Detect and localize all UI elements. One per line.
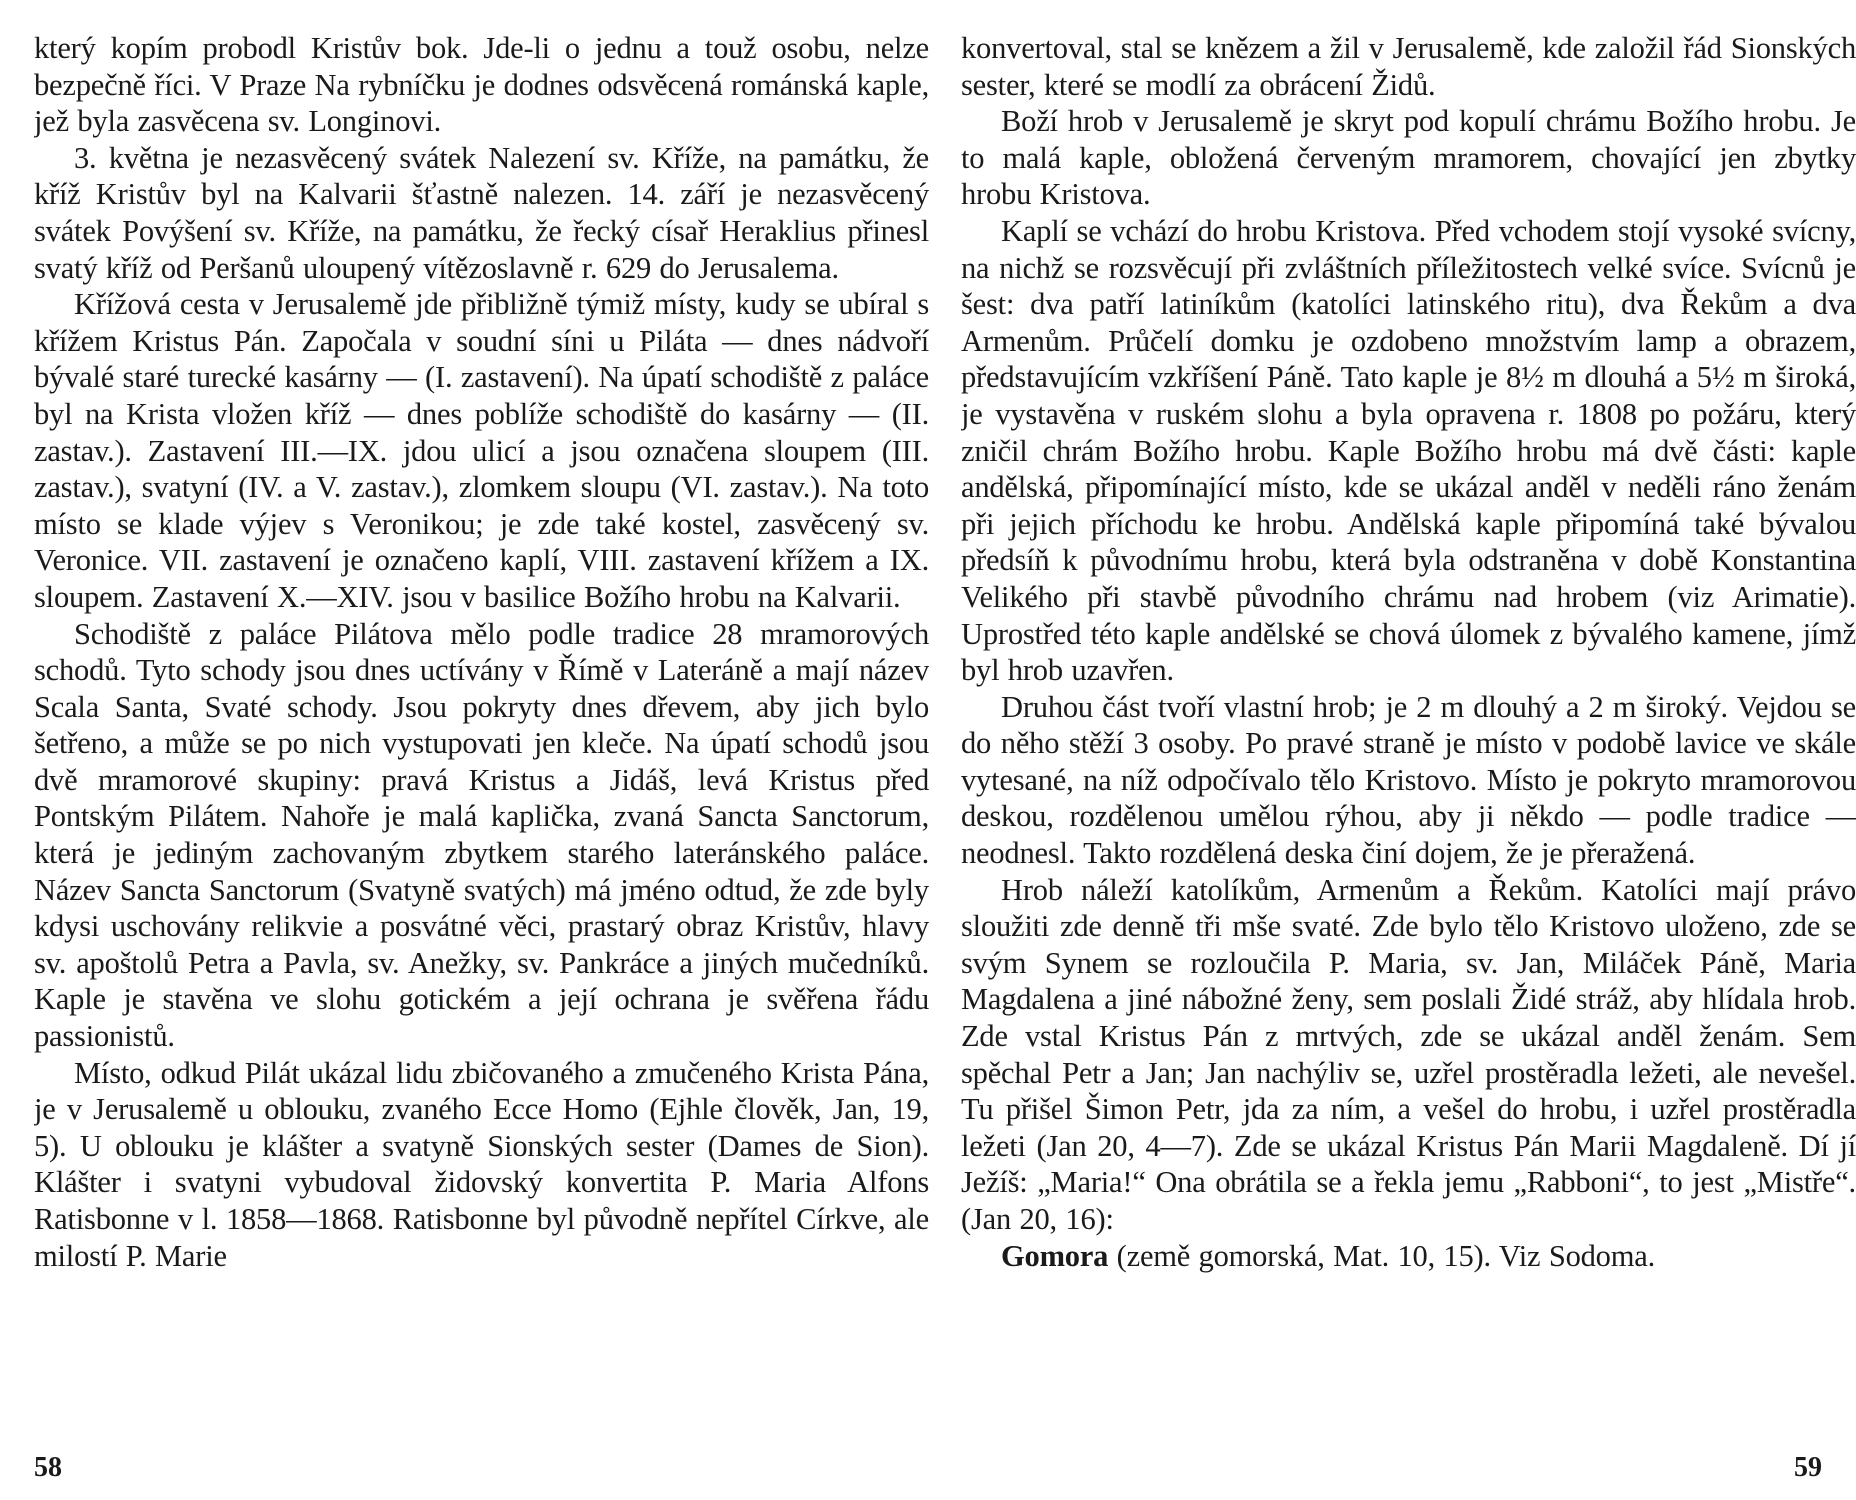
right-page bbox=[961, 30, 1856, 1410]
paragraph: konvertoval, stal se knězem a žil v Jerusalemě, kde založil řád Sionských sester, které se modlí za obrácení Židů. bbox=[961, 31, 1856, 102]
paragraph: Hrob náleží katolíkům, Armenům a Řekům. Katolíci mají právo sloužiti zde denně tři mše svaté. Zde bylo tělo Kristovo uloženo, zde se svým Synem se rozloučila P. Maria, sv. Jan, Miláček Páně, Maria Magdalena a jiné nábožné ženy, sem poslali Židé stráž, aby hlídala hrob. Zde vstal Kristus Pán z mrtvých, zde se ukázal anděl ženám. Sem spěchal Petr a Jan; Jan nachýliv se, uzřel prostěradla ležeti, ale nevešel. Tu přišel Šimon Petr, jda za ním, a vešel do hrobu, i uzřel prostěradla ležeti (Jan 20, 4—7). Zde se ukázal Kristus Pán Marii Magdaleně. Dí jí Ježíš: „Maria!“ Ona obrátila se a řekla jemu „Rabboni“, to jest „Mistře“. (Jan 20, 16): bbox=[961, 872, 1856, 1236]
entry-text: (země gomorská, Mat. 10, 15). Viz Sodoma. bbox=[1108, 1238, 1656, 1273]
paragraph: Křížová cesta v Jerusalemě jde přibližně týmiž místy, kudy se ubíral s křížem Kristus Pán. Započala v soudní síni u Piláta — dnes nádvoří bývalé staré turecké kasárny — (I. zastavení). Na úpatí schodiště z paláce byl na Krista vložen kříž — dnes poblíže schodiště do kasárny — (II. zastav.). Zastavení III.—IX. jdou ulicí a jsou označena sloupem (III. zastav.), svatyní (IV. a V. zastav.), zlomkem sloupu (VI. zastav.). Na toto místo se klade výjev s Veronikou; je zde také kostel, zasvěcený sv. Veronice. VII. zastavení je označeno kaplí, VIII. zastavení křížem a IX. sloupem. Zastavení X.—XIV. jsou v basilice Božího hrobu na Kalvarii. bbox=[34, 287, 929, 614]
paragraph: 3. května je nezasvěcený svátek Nalezení sv. Kříže, na památku, že kříž Kristův byl na Kalvarii šťastně nalezen. 14. září je nezasvěcený svátek Povýšení sv. Kříže, na památku, že řecký císař Heraklius přinesl svatý kříž od Peršanů uloupený vítězoslavně r. 629 do Jerusalema. bbox=[34, 140, 929, 285]
left-page bbox=[34, 30, 929, 1410]
paragraph: který kopím probodl Kristův bok. Jde-li o jednu a touž osobu, nelze bezpečně říci. V Praze Na rybníčku je dodnes odsvěcená románská kaple, jež byla zasvěcena sv. Longinovi. bbox=[34, 31, 929, 139]
page-number-left: 58 bbox=[34, 1452, 62, 1483]
paragraph: Druhou část tvoří vlastní hrob; je 2 m dlouhý a 2 m široký. Vejdou se do něho stěží 3 osoby. Po pravé straně je místo v podobě lavice ve skále vytesané, na níž odpočívalo tělo Kristovo. Místo je pokryto mramorovou deskou, rozdělenou umělou rýhou, aby ji někdo — podle tradice — neodnesl. Takto rozdělená deska činí dojem, že je přeražená. bbox=[961, 689, 1856, 871]
dictionary-entry bbox=[961, 1238, 1856, 1275]
paragraph: Schodiště z paláce Pilátova mělo podle tradice 28 mramorových schodů. Tyto schody jsou dnes uctívány v Římě v Lateráně a mají název Scala Santa, Svaté schody. Jsou pokryty dnes dřevem, aby jich bylo šetřeno, a může se po nich vystupovati jen kleče. Na úpatí schodů jsou dvě mramorové skupiny: pravá Kristus a Jidáš, levá Kristus před Pontským Pilátem. Nahoře je malá kaplička, zvaná Sancta Sanctorum, která je jediným zachovaným zbytkem starého lateránského paláce. Název Sancta Sanctorum (Svatyně svatých) má jméno odtud, že zde byly kdysi uschovány relikvie a posvátné věci, prastarý obraz Kristův, hlavy sv. apoštolů Petra a Pavla, sv. Anežky, sv. Pankráce a jiných mučedníků. Kaple je stavěna ve slohu gotickém a její ochrana je svěřena řádu passionistů. bbox=[34, 616, 929, 1054]
paragraph: Kaplí se vchází do hrobu Kristova. Před vchodem stojí vysoké svícny, na nichž se rozsvěcují při zvláštních příležitostech velké svíce. Svícnů je šest: dva patří latiníkům (katolíci latinského ritu), dva Řekům a dva Armenům. Průčelí domku je ozdobeno množstvím lamp a obrazem, představujícím vzkříšení Páně. Tato kaple je 8½ m dlouhá a 5½ m široká, je vystavěna v ruském slohu a byla opravena r. 1808 po požáru, který zničil chrám Božího hrobu. Kaple Božího hrobu má dvě části: kaple andělská, připomínající místo, kde se ukázal anděl v neděli ráno ženám při jejich příchodu ke hrobu. Andělská kaple připomíná také bývalou předsíň k původnímu hrobu, která byla odstraněna v době Konstantina Velikého při stavbě původního chrámu nad hrobem (viz Arimatie). Uprostřed této kaple andělské se chová úlomek z bývalého kamene, jímž byl hrob uzavřen. bbox=[961, 213, 1856, 688]
page-number-right: 59 bbox=[1794, 1452, 1822, 1483]
paragraph: Místo, odkud Pilát ukázal lidu zbičovaného a zmučeného Krista Pána, je v Jerusalemě u oblouku, zvaného Ecce Homo (Ejhle člověk, Jan, 19, 5). U oblouku je klášter a svatyně Sionských sester (Dames de Sion). Klášter i svatyni vybudoval židovský konvertita P. Maria Alfons Ratisbonne v l. 1858—1868. Ratisbonne byl původně nepřítel Církve, ale milostí P. Marie bbox=[34, 1055, 929, 1273]
paragraph: Boží hrob v Jerusalemě je skryt pod kopulí chrámu Božího hrobu. Je to malá kaple, obložená červeným mramorem, chovající jen zbytky hrobu Kristova. bbox=[961, 104, 1856, 212]
entry-term: Gomora bbox=[1001, 1238, 1109, 1273]
